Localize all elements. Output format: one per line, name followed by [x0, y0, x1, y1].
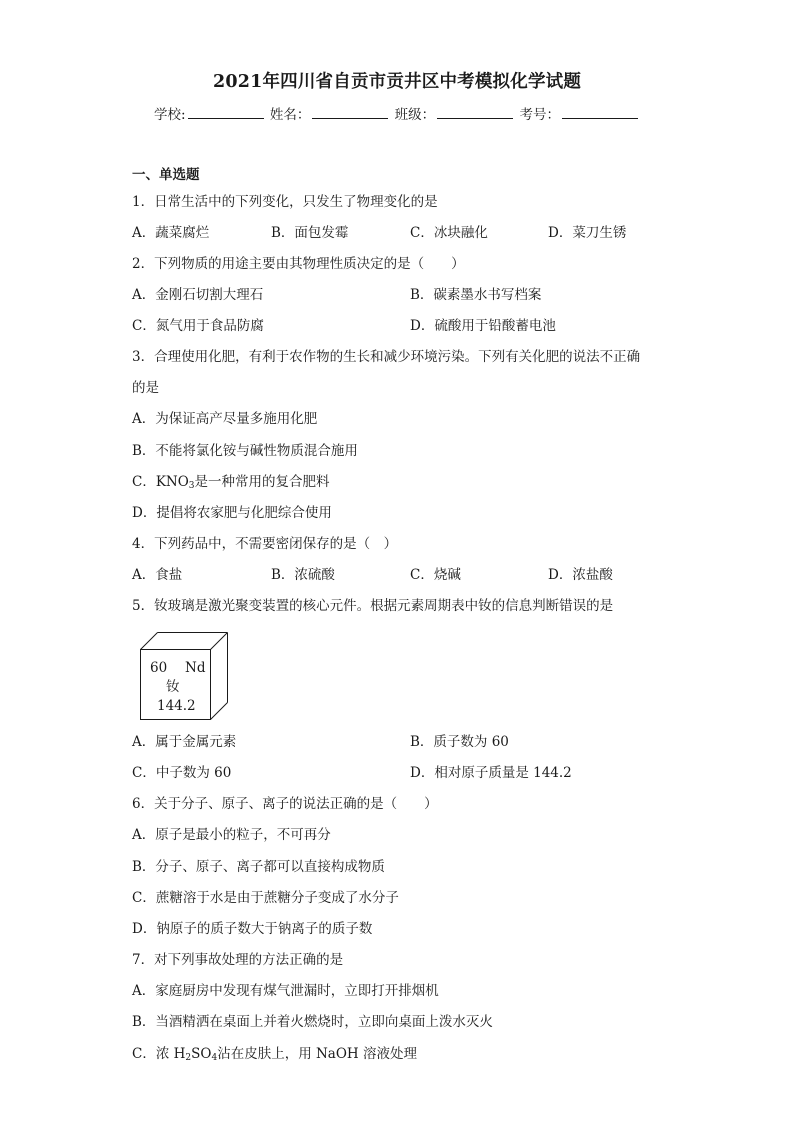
q3-option-c	[132, 473, 330, 495]
q3-option-b: B．不能将氯化铵与碱性物质混合施用	[132, 443, 358, 459]
q3-option-c-text: 是一种常用的复合肥料	[194, 474, 330, 490]
q1-option-a: A．蔬菜腐烂	[132, 225, 210, 241]
element-name: 钕	[166, 679, 180, 695]
q7-option-c-sub-2: 2	[185, 1053, 192, 1063]
q4-option-b: B．浓硫酸	[271, 567, 335, 583]
periodic-element-cell	[140, 632, 230, 720]
q5-option-c: C．中子数为 60	[132, 765, 232, 781]
exam-title: 2021年四川省自贡市贡井区中考模拟化学试题	[212, 72, 582, 92]
q4-option-d: D．浓盐酸	[548, 567, 613, 583]
q6-option-a: A．原子是最小的粒子，不可再分	[132, 827, 331, 843]
class-label: 班级：	[394, 107, 436, 123]
q7-option-c	[132, 1045, 417, 1067]
q7-option-c-prefix: C．浓 H	[132, 1046, 186, 1062]
section-heading: 一、单选题	[132, 167, 200, 183]
q6-option-b: B．分子、原子、离子都可以直接构成物质	[132, 859, 385, 875]
question-3-stem: 3．合理使用化肥，有利于农作物的生长和减少环境污染。下列有关化肥的说法不正确	[132, 349, 641, 365]
q2-option-b: B．碳素墨水书写档案	[410, 287, 542, 303]
q2-option-c: C．氮气用于食品防腐	[132, 318, 264, 334]
q3-option-d: D．提倡将农家肥与化肥综合使用	[132, 505, 332, 521]
q2-option-a: A．金刚石切割大理石	[132, 287, 264, 303]
q5-option-d: D．相对原子质量是 144.2	[410, 765, 572, 781]
element-atomic-mass: 144.2	[157, 698, 196, 714]
q6-option-c: C．蔗糖溶于水是由于蔗糖分子变成了水分子	[132, 890, 399, 906]
exam-number-label: 考号：	[519, 107, 560, 123]
q7-option-c-text: 沾在皮肤上，用 NaOH 溶液处理	[217, 1046, 417, 1062]
q6-option-d: D．钠原子的质子数大于钠离子的质子数	[132, 921, 373, 937]
exam-number-blank[interactable]	[562, 106, 638, 119]
q4-option-c: C．烧碱	[410, 567, 461, 583]
school-label: 学校:	[154, 107, 186, 123]
question-5-stem: 5．钕玻璃是激光聚变装置的核心元件。根据元素周期表中钕的信息判断错误的是	[132, 598, 614, 614]
school-blank[interactable]	[188, 106, 264, 119]
q1-option-b: B．面包发霉	[271, 225, 349, 241]
q4-option-a: A．食盐	[132, 567, 183, 583]
question-2-stem: 2．下列物质的用途主要由其物理性质决定的是（ ）	[132, 256, 465, 272]
q7-option-c-so: SO	[191, 1046, 212, 1062]
q2-option-d: D．硫酸用于铅酸蓄电池	[410, 318, 556, 334]
q3-option-c-subscript: 3	[188, 481, 195, 491]
q1-option-d: D．菜刀生锈	[548, 225, 627, 241]
question-6-stem: 6．关于分子、原子、离子的说法正确的是（ ）	[132, 796, 438, 812]
question-7-stem: 7．对下列事故处理的方法正确的是	[132, 952, 344, 968]
question-1-stem: 1．日常生活中的下列变化，只发生了物理变化的是	[132, 194, 438, 210]
question-3-stem-cont: 的是	[132, 380, 159, 396]
name-label: 姓名：	[269, 107, 311, 123]
name-blank[interactable]	[312, 106, 388, 119]
q5-option-b: B．质子数为 60	[410, 734, 509, 750]
q3-option-c-formula: C．KNO	[132, 474, 189, 490]
question-4-stem: 4．下列药品中，不需要密闭保存的是（ ）	[132, 536, 398, 552]
q7-option-c-sub-4: 4	[211, 1053, 218, 1063]
student-info-line	[0, 103, 794, 123]
q5-option-a: A．属于金属元素	[132, 734, 237, 750]
q7-option-a: A．家庭厨房中发现有煤气泄漏时，立即打开排烟机	[132, 983, 439, 999]
q7-option-b: B．当酒精洒在桌面上并着火燃烧时，立即向桌面上泼水灭火	[132, 1014, 493, 1030]
q3-option-a: A．为保证高产尽量多施用化肥	[132, 411, 318, 427]
class-blank[interactable]	[437, 106, 513, 119]
element-symbol: Nd	[185, 660, 206, 676]
element-atomic-number: 60	[150, 660, 168, 676]
q1-option-c: C．冰块融化	[410, 225, 488, 241]
